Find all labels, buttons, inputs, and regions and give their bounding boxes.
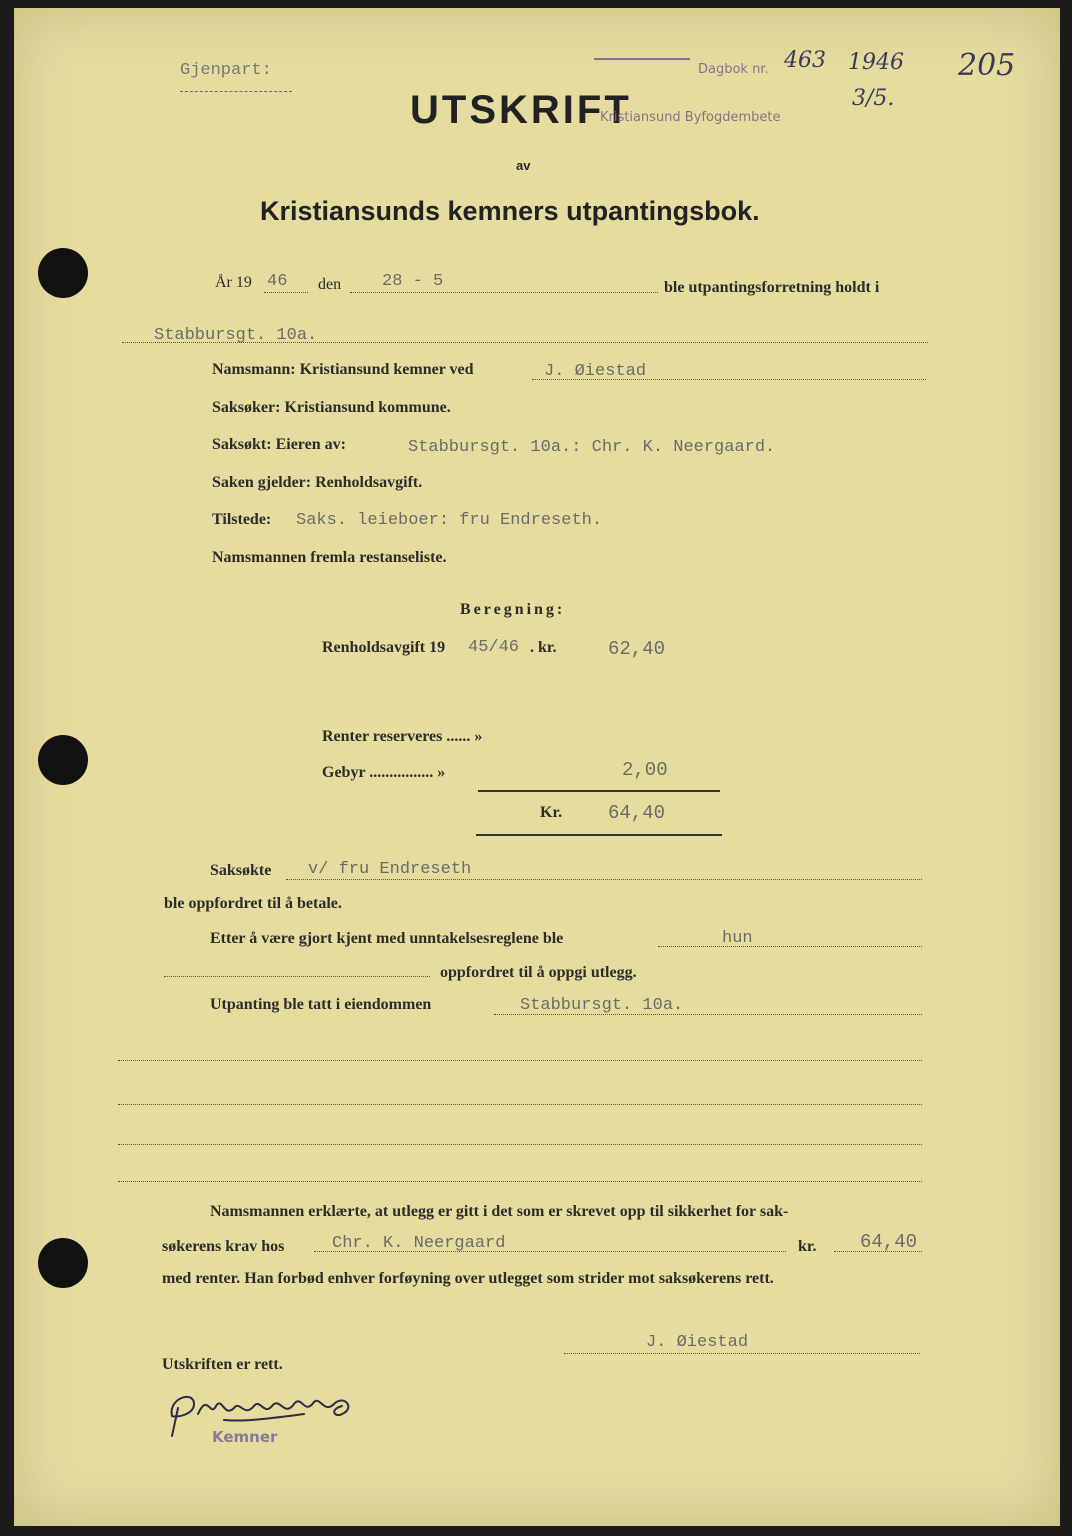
- total-rule: [476, 834, 722, 836]
- punch-hole-middle: [38, 735, 88, 785]
- namsmann-line: [532, 379, 926, 380]
- stamp-office: Kristiansund Byfogdembete: [600, 110, 781, 125]
- stamp-date: 3/5.: [852, 86, 895, 111]
- held-text: ble utpantingsforretning holdt i: [664, 279, 880, 296]
- utskriften-rett: Utskriften er rett.: [162, 1356, 283, 1373]
- renhold-kr: . kr.: [530, 639, 557, 656]
- namsmann-value: J. Øiestad: [544, 362, 647, 381]
- date-line: [350, 292, 658, 293]
- signature-line: [564, 1353, 920, 1354]
- etter-line: [658, 946, 922, 947]
- oppfordret-betale: ble oppfordret til å betale.: [164, 895, 342, 912]
- ar-label: År 19: [215, 274, 252, 291]
- blank-line-3: [118, 1144, 922, 1145]
- tilstede-label: Tilstede:: [212, 511, 272, 528]
- document-title: UTSKRIFT: [410, 88, 632, 132]
- gebyr-amount: 2,00: [622, 759, 668, 781]
- krav-name-line: [314, 1251, 786, 1252]
- renhold-label: Renholdsavgift 19: [322, 639, 446, 656]
- document-subtitle: Kristiansunds kemners utpantingsbok.: [260, 196, 760, 226]
- den-label: den: [318, 276, 342, 293]
- dagbok-number: 463: [784, 48, 826, 73]
- dagbok-year: 1946: [848, 50, 904, 75]
- oppgi-line: [164, 976, 430, 977]
- year-line: [264, 292, 308, 293]
- namsmann-label: Namsmann: Kristiansund kemner ved: [212, 361, 474, 378]
- krav-hos-label: søkerens krav hos: [162, 1238, 285, 1255]
- title-av: av: [516, 158, 531, 173]
- fremla-line: Namsmannen fremla restanseliste.: [212, 549, 447, 566]
- gjenpart-label: Gjenpart:: [180, 61, 272, 80]
- document-page: [14, 8, 1060, 1526]
- utpanting-label: Utpanting ble tatt i eiendommen: [210, 996, 432, 1013]
- subtotal-rule: [478, 790, 720, 792]
- page-number: 205: [958, 48, 1016, 83]
- etter-text: Etter å være gjort kjent med unntakelsesreglene ble: [210, 930, 564, 947]
- tilstede-value: Saks. leieboer: fru Endreseth.: [296, 511, 603, 530]
- location-line: [122, 342, 928, 343]
- krav-name: Chr. K. Neergaard: [332, 1234, 506, 1253]
- stamp-strikethrough: [594, 58, 690, 60]
- krav-amount: 64,40: [860, 1231, 918, 1253]
- renter-label: Renter reserveres ...... »: [322, 728, 483, 745]
- etter-value: hun: [722, 929, 753, 948]
- oppgi-text: oppfordret til å oppgi utlegg.: [440, 964, 637, 981]
- beregning-heading: Beregning:: [460, 601, 566, 618]
- gjenpart-underline: [180, 91, 292, 92]
- kemner-stamp: Kemner: [212, 1428, 278, 1446]
- saksokte-line: [286, 879, 922, 880]
- stamp-dagbok-label: Dagbok nr.: [698, 62, 769, 77]
- total-label: Kr.: [540, 804, 563, 821]
- blank-line-1: [118, 1060, 922, 1061]
- renhold-amount: 62,40: [608, 638, 666, 660]
- utpanting-line: [494, 1014, 922, 1015]
- intro-date: 28 - 5: [382, 272, 444, 291]
- saksokte-label: Saksøkte: [210, 862, 272, 879]
- saksokt-label: Saksøkt: Eieren av:: [212, 436, 346, 453]
- blank-line-4: [118, 1181, 922, 1182]
- saksokt-value: Stabbursgt. 10a.: Chr. K. Neergaard.: [408, 438, 776, 457]
- punch-hole-bottom: [38, 1238, 88, 1288]
- saken-gjelder-line: Saken gjelder: Renholdsavgift.: [212, 474, 423, 491]
- intro-location: Stabbursgt. 10a.: [154, 326, 318, 345]
- total-amount: 64,40: [608, 802, 666, 824]
- krav-kr: kr.: [798, 1238, 817, 1255]
- erklaerte-text: Namsmannen erklærte, at utlegg er gitt i det som er skrevet opp til sikkerhet for sak-: [210, 1203, 789, 1220]
- utpanting-value: Stabbursgt. 10a.: [520, 996, 684, 1015]
- renhold-period: 45/46: [468, 638, 520, 657]
- signature-typed: J. Øiestad: [646, 1333, 749, 1352]
- punch-hole-top: [38, 248, 88, 298]
- saksoker-line: Saksøker: Kristiansund kommune.: [212, 399, 451, 416]
- ar-year: 46: [267, 272, 288, 291]
- blank-line-2: [118, 1104, 922, 1105]
- krav-amount-line: [834, 1251, 922, 1252]
- renter-line: med renter. Han forbød enhver forføyning over utlegget som strider mot saksøkerens rett.: [162, 1270, 774, 1287]
- saksokte-value: v/ fru Endreseth: [308, 860, 472, 879]
- gebyr-label: Gebyr ................ »: [322, 764, 446, 781]
- stamp-block: [594, 48, 904, 130]
